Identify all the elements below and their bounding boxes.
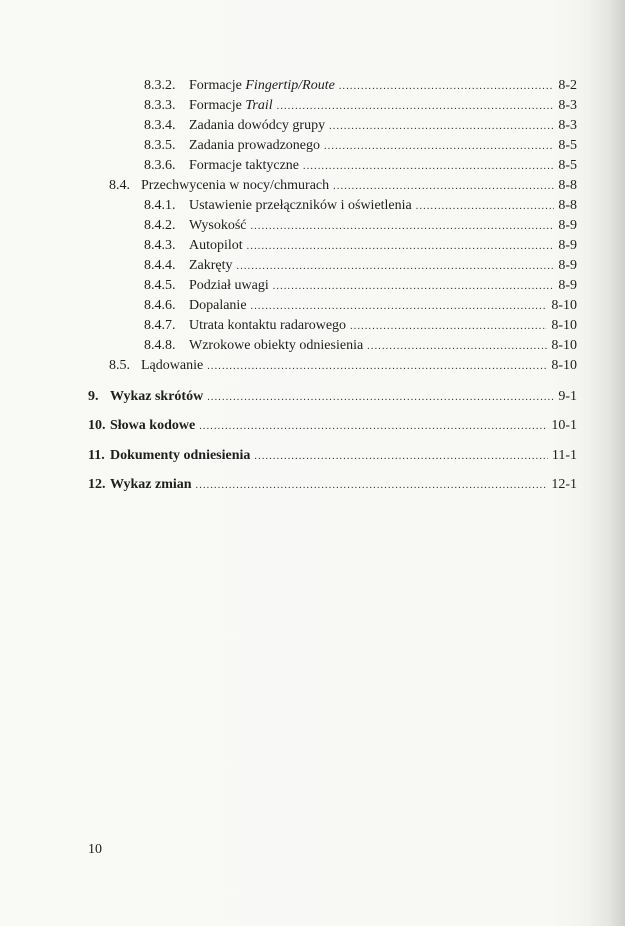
toc-entry-title: Podział uwagi	[189, 278, 269, 293]
page-number: 10	[88, 842, 102, 857]
toc-entry[interactable]	[144, 117, 577, 136]
toc-entry-page: 8-10	[551, 338, 577, 353]
toc-entry-page: 8-3	[558, 98, 577, 113]
toc-entry-page: 12-1	[551, 477, 577, 492]
dot-leader	[207, 389, 554, 407]
dot-leader	[350, 318, 547, 336]
dot-leader	[199, 418, 547, 436]
toc-entry[interactable]	[144, 97, 577, 116]
toc-entry-number: 8.4.7.	[144, 318, 176, 333]
toc-entry-page: 11-1	[551, 448, 577, 463]
toc-entry-number: 8.4.3.	[144, 238, 176, 253]
dot-leader	[250, 218, 554, 236]
toc-entry-page: 8-9	[558, 278, 577, 293]
toc-entry-number: 11.	[88, 448, 105, 463]
toc-entry[interactable]	[144, 237, 577, 256]
toc-entry-number: 8.3.2.	[144, 78, 176, 93]
toc-entry-title: Dopalanie	[189, 298, 247, 313]
dot-leader	[416, 198, 555, 216]
toc-entry-page: 8-9	[558, 238, 577, 253]
toc-entry-title: Wysokość	[189, 218, 247, 233]
toc-entry-title: Wykaz skrótów	[110, 389, 204, 404]
toc-entry-number: 8.3.4.	[144, 118, 176, 133]
toc-entry-title-prefix: Formacje	[189, 98, 246, 113]
dot-leader	[254, 448, 547, 466]
toc-entry-title: Słowa kodowe	[110, 418, 196, 433]
dot-leader	[324, 138, 554, 156]
toc-entry-title: Utrata kontaktu radarowego	[189, 318, 347, 333]
toc-chapter-entry[interactable]	[88, 476, 577, 495]
toc-entry-title: Wykaz zmian	[110, 477, 192, 492]
toc-entry[interactable]	[144, 217, 577, 236]
dot-leader	[339, 78, 555, 96]
toc-entry-title: Autopilot	[189, 238, 243, 253]
toc-entry-page: 10-1	[551, 418, 577, 433]
toc-entry-title: Zadania prowadzonego	[189, 138, 320, 153]
toc-entry[interactable]	[144, 157, 577, 176]
toc-entry-page: 9-1	[558, 389, 577, 404]
toc-entry-page: 8-10	[551, 358, 577, 373]
toc-entry[interactable]	[144, 317, 577, 336]
toc-entry-number: 8.4.5.	[144, 278, 176, 293]
toc-chapter-entry[interactable]	[88, 417, 577, 436]
dot-leader	[273, 278, 555, 296]
dot-leader	[333, 178, 554, 196]
toc-entry-page: 8-10	[551, 298, 577, 313]
toc-entry-title: Ustawienie przełączników i oświetlenia	[189, 198, 412, 213]
toc-entry-title: Zadania dowódcy grupy	[189, 118, 326, 133]
toc-entry-title: Dokumenty odniesienia	[110, 448, 251, 463]
toc-entry-title: Formacje taktyczne	[189, 158, 300, 173]
toc-entry[interactable]	[144, 297, 577, 316]
toc-entry[interactable]	[109, 357, 577, 376]
toc-entry-page: 8-5	[558, 158, 577, 173]
dot-leader	[251, 298, 548, 316]
toc-entry-number: 9.	[88, 389, 99, 404]
toc-entry-number: 8.4.1.	[144, 198, 176, 213]
toc-entry-title-italic: Fingertip/Route	[245, 78, 335, 93]
toc-entry-title-prefix: Formacje	[189, 78, 246, 93]
toc-entry[interactable]	[144, 197, 577, 216]
toc-entry-page: 8-2	[558, 78, 577, 93]
toc-entry-page: 8-10	[551, 318, 577, 333]
toc-entry-page: 8-9	[558, 258, 577, 273]
toc-entry-number: 12.	[88, 477, 106, 492]
toc-entry-number: 8.4.2.	[144, 218, 176, 233]
dot-leader	[367, 338, 547, 356]
toc-entry[interactable]	[144, 277, 577, 296]
toc-entry[interactable]	[144, 257, 577, 276]
toc-entry[interactable]	[109, 177, 577, 196]
toc-entry-title	[189, 97, 277, 115]
dot-leader	[207, 358, 547, 376]
toc-entry-title	[189, 77, 339, 95]
dot-leader	[303, 158, 554, 176]
toc-entry-title: Przechwycenia w nocy/chmurach	[141, 178, 330, 193]
toc-entry[interactable]	[144, 137, 577, 156]
toc-entry-number: 10.	[88, 418, 106, 433]
toc-entry-page: 8-9	[558, 218, 577, 233]
dot-leader	[237, 258, 555, 276]
toc-entry-title: Zakręty	[189, 258, 233, 273]
toc-entry-page: 8-5	[558, 138, 577, 153]
toc-entry-number: 8.4.6.	[144, 298, 176, 313]
toc-entry-number: 8.3.6.	[144, 158, 176, 173]
dot-leader	[247, 238, 555, 256]
dot-leader	[196, 477, 548, 495]
toc-entry[interactable]	[144, 337, 577, 356]
toc-entry-number: 8.5.	[109, 358, 130, 373]
toc-entry-page: 8-3	[558, 118, 577, 133]
toc-chapter-entry[interactable]	[88, 388, 577, 407]
toc-entry-number: 8.4.	[109, 178, 130, 193]
toc-entry[interactable]	[144, 77, 577, 96]
toc-entry-page: 8-8	[558, 178, 577, 193]
toc-entry-number: 8.3.3.	[144, 98, 176, 113]
dot-leader	[329, 118, 554, 136]
toc-entry-number: 8.3.5.	[144, 138, 176, 153]
toc-entry-title: Wzrokowe obiekty odniesienia	[189, 338, 364, 353]
toc-chapter-entry[interactable]	[88, 447, 577, 466]
toc-entry-title: Lądowanie	[141, 358, 204, 373]
toc-entry-number: 8.4.8.	[144, 338, 176, 353]
toc-entry-page: 8-8	[558, 198, 577, 213]
dot-leader	[277, 98, 555, 116]
toc-entry-title-italic: Trail	[245, 98, 273, 113]
toc-entry-number: 8.4.4.	[144, 258, 176, 273]
